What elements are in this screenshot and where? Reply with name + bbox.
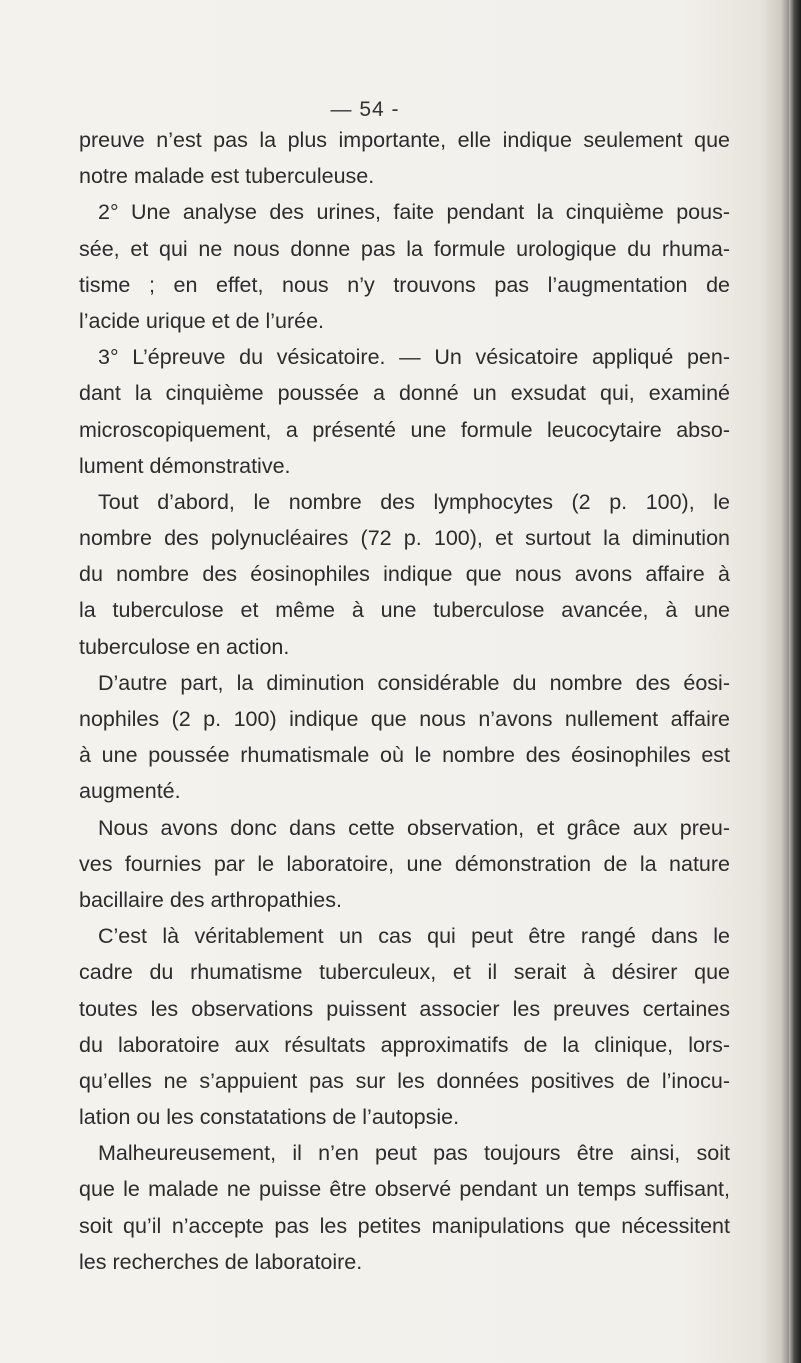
text-line: D’autre part, la diminution considérable du nombre des éosi- [98,670,730,695]
text-line: toutes les observations puissent associer les preuves certaines [79,996,730,1021]
text-line: qu’elles ne s’appuient pas sur les données positives de l’inocu- [79,1068,730,1093]
text-line: tuberculose en action. [79,634,290,659]
text-line: du nombre des éosinophiles indique que nous avons affaire à [79,562,730,587]
text-line: Malheureusement, il n’en peut pas toujours être ainsi, soit [98,1141,730,1166]
text-line: ves fournies par le laboratoire, une démonstration de la nature [79,851,730,876]
binding-edge [789,0,801,1363]
text-line: lument démonstrative. [79,453,291,478]
text-line: à une poussée rhumatismale où le nombre des éosinophiles est [79,743,730,768]
text-line: preuve n’est pas la plus importante, elle indique seulement que [79,128,730,152]
text-line: nophiles (2 p. 100) indique que nous n’avons nullement affaire [79,707,730,731]
text-line: 2° Une analyse des urines, faite pendant la cinquième pous- [98,200,730,225]
text-line: lation ou les constatations de l’autopsie. [79,1105,460,1130]
text-line: que le malade ne puisse être observé pendant un temps suffisant, [79,1177,730,1202]
text-line: microscopiquement, a présenté une formule leucocytaire abso- [79,417,730,442]
text-line: C’est là véritablement un cas qui peut être rangé dans le [98,924,730,949]
text-line: tisme ; en effet, nous n’y trouvons pas l’augmentation de [79,272,730,297]
text-line: cadre du rhumatisme tuberculeux, et il serait à désirer que [79,960,730,985]
text-line: l’acide urique et de l’urée. [79,308,325,333]
text-line: soit qu’il n’accepte pas les petites manipulations que nécessitent [79,1213,730,1238]
text-line: Tout d’abord, le nombre des lymphocytes (2 p. 100), le [98,489,730,514]
text-line: sée, et qui ne nous donne pas la formule urologique du rhuma- [79,236,730,261]
text-line: augmenté. [79,779,181,804]
body-text [79,122,730,1280]
text-line: 3° L’épreuve du vésicatoire. — Un vésicatoire appliqué pen- [98,345,730,370]
text-line: la tuberculose et même à une tuberculose avancée, à une [79,598,730,623]
text-line: nombre des polynucléaires (72 p. 100), et surtout la diminution [79,526,730,551]
page-number: — 54 - [330,98,400,121]
text-line: notre malade est tuberculeuse. [79,164,375,189]
text-line: du laboratoire aux résultats approximatifs de la clinique, lors- [79,1032,730,1057]
text-line: dant la cinquième poussée a donné un exsudat qui, examiné [79,381,730,406]
text-line: bacillaire des arthropathies. [79,887,342,912]
text-line: les recherches de laboratoire. [79,1249,363,1274]
text-line: Nous avons donc dans cette observation, et grâce aux preu- [98,815,730,840]
